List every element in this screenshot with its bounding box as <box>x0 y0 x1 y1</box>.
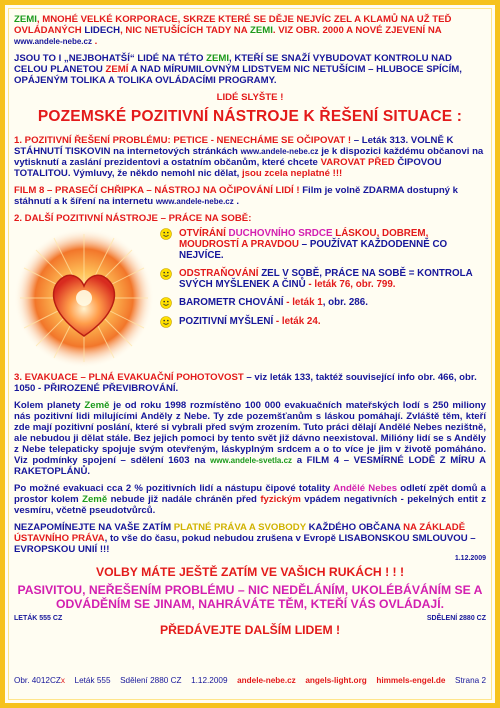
text-p2-1: JSOU TO I „NEJBOHATŠÍ“ LIDÉ NA TÉTO <box>14 53 207 64</box>
item1-varovat: VAROVAT PŘED <box>320 157 395 168</box>
kolem-1: Kolem planety <box>14 400 85 411</box>
link-andele-svetla[interactable]: www.andele-svetla.cz <box>210 456 293 465</box>
text-p2-zemi: ZEMI <box>206 53 229 64</box>
tool2-c: - leták 76, obr. 799. <box>305 279 396 290</box>
footer-bar <box>14 676 486 686</box>
tool1-c: LÁSKOU, DOBREM, MOUDROSTÍ A PRAVDOU <box>179 228 429 250</box>
film-title: FILM 8 – PRASEČÍ CHŘIPKA – NÁSTROJ NA OČIPOVÁNÍ LIDÍ ! <box>14 185 300 196</box>
mozne-3: nebude již nadále chráněn před <box>107 494 261 505</box>
film-paragraph <box>14 185 486 207</box>
smiley-icon <box>160 297 172 309</box>
date-note: 1.12.2009 <box>454 555 486 562</box>
text-intro-2: , NIC NETUŠÍCÍCH TADY NA <box>120 25 250 36</box>
kolem-2: je od roku 1998 rozmístěno 100 000 evakuačních mateřských lodí s 250 miliony nás pozitivní lidi milujícími Anděly z Nebe. Ty zde pozemšťanům s láskou pomáhají. Zvláště těm, kteří zde mají pozitivní poslání, které si vybrali před svým zrozením. Tuto práci dělají Andělé Nebes nezištně, ale nebudou ji dělat stále. Bez jejich pomoci by tento svět již dávno neexistoval. Milióny lidí se s Anděly z Nebe telepaticky spojuje svým otevřeným, láskyplným srdcem a o to více je jim v životě pomáháno. Viz podmínky spojení – sdělení 1603 na <box>14 400 486 466</box>
text-intro: , MNOHÉ VELKÉ KORPORACE, SKRZE KTERÉ SE DĚJE NEJVÍC ZEL A KLAMŮ NA UŽ TEĎ OVLÁDANÝCH <box>14 14 452 36</box>
smiley-icon <box>160 228 172 240</box>
link-andele-nebe-3[interactable]: www.andele-nebe.cz <box>155 197 234 206</box>
list-item <box>160 316 486 328</box>
item1-paragraph <box>14 135 486 179</box>
nezapominejte-paragraph <box>14 522 486 555</box>
item1-text-3: ČIPOVOU TOTALITOU. Výmluvy, že někdo nemohl nic dělat, <box>14 157 442 179</box>
evakuace-title: 3. EVAKUACE – PLNÁ EVAKUAČNÍ POHOTOVOST <box>14 372 244 383</box>
link-andele-nebe[interactable]: www.andele-nebe.cz <box>14 37 92 46</box>
text-p2-2: , KTEŘÍ SE SNAŽÍ VYBUDOVAT KONTROLU NAD CELOU PLANETOU <box>14 53 452 75</box>
text-intro-3: . VIZ OBR. 2000 A NOVÉ ZJEVENÍ NA <box>272 25 442 36</box>
nez-zakladu: NA ZÁKLADĚ ÚSTAVNÍHO PRÁVA <box>14 522 466 544</box>
item1-title: 1. POZITIVNÍ ŘEŠENÍ PROBLÉMU: PETICE - NENECHÁME SE OČIPOVAT ! <box>14 135 352 146</box>
text-zemi-2: ZEMI <box>249 25 273 36</box>
mozne-1: Po možné evakuaci cca 2 % pozitivních lidí a nástupu čipové totality <box>14 483 334 494</box>
mozne-paragraph <box>14 483 486 516</box>
list-item <box>160 228 486 261</box>
tool3-b: - leták 1 <box>283 297 323 308</box>
smiley-icon <box>160 268 172 280</box>
main-heading: POZEMSKÉ POZITIVNÍ NÁSTROJE K ŘEŠENÍ SITUACE : <box>37 108 463 125</box>
tool3-c: , obr. 286. <box>322 297 368 308</box>
intro-paragraph <box>14 14 486 47</box>
mozne-fyzickym: fyzickým <box>260 494 301 505</box>
text-p2-4: – HLUBOCE SPÍCÍM, OPÁJENÝM TOLIKA A TOLIKA OVLÁDACÍMI PROGRAMY. <box>14 64 462 86</box>
glowing-heart-image <box>14 228 154 368</box>
footer-strana: Strana 2 <box>455 676 486 685</box>
footer-obr: Obr. 4012CZx <box>14 676 65 685</box>
text-p2-zemi-2: ZEMÍ <box>105 64 129 75</box>
footer-site-2[interactable]: angels-light.org <box>305 676 367 685</box>
mozne-4: vpádem negativních - pekelných entit z vesmíru, včetně pseudotvůrců. <box>14 494 486 516</box>
evakuace-paragraph <box>14 372 486 394</box>
kolem-3: a FILM 4 – VESMÍRNÉ LODĚ Z MÍRU A RAKETOPLÁNŮ. <box>14 455 486 477</box>
nez-prava: PLATNÉ PRÁVA A SVOBODY <box>173 522 306 533</box>
footer-sdeleni: Sdělení 2880 CZ <box>120 676 182 685</box>
tool4-a: POZITIVNÍ MYŠLENÍ <box>179 316 274 327</box>
list-item <box>160 268 486 290</box>
item1-neplatne: jsou zcela neplatné !!! <box>241 168 343 179</box>
footer-site-3[interactable]: himmels-engel.de <box>376 676 446 685</box>
tool2-a: ODSTRAŇOVÁNÍ <box>179 268 259 279</box>
list-item <box>160 297 486 309</box>
footer-refs <box>14 614 486 623</box>
mozne-andele: Andělé Nebes <box>333 483 398 494</box>
letak-left: LETÁK 555 CZ <box>14 615 63 622</box>
text-p2-3: A NAD MÍRUMILOVNÝM LIDSTVEM NIC NETUŠÍCIM <box>128 64 366 75</box>
smiley-icon <box>160 316 172 328</box>
volby-line: VOLBY MÁTE JEŠTĚ ZATÍM VE VAŠICH RUKÁCH ! ! ! <box>95 565 405 579</box>
tool1-a: OTVÍRÁNÍ <box>179 228 229 239</box>
tool1-d: – POUŽÍVAT KAŽDODENNĚ CO NEJVÍCE. <box>179 239 448 261</box>
item1-text-2: je k dispozici každému občanovi na vytisknutí a zaslání prezidentovi a ostatním občanům, které chcete <box>14 146 484 168</box>
tool1-b: DUCHOVNÍHO SRDCE <box>228 228 333 239</box>
mozne-2: odletí zpět domů a prostor kolem <box>14 483 486 505</box>
kolem-zeme: Země <box>84 400 110 411</box>
footer-date: 1.12.2009 <box>191 676 228 685</box>
heart-section <box>14 228 486 368</box>
paragraph-2 <box>14 53 486 86</box>
tool4-b: - leták 24. <box>273 316 321 327</box>
footer-letak: Leták 555 <box>74 676 111 685</box>
text-lidech: LIDECH <box>84 25 121 36</box>
pasivitou-line: PASIVITOU, NEŘEŠENÍM PROBLÉMU – NIC NEDĚLÁNÍM, UKOLÉBÁVÁNÍM SE A ODVÁDĚNÍM SE JINAM, NAHRÁVÁTE TĚM, KTEŘÍ VÁS OVLÁDAJÍ. <box>17 583 483 611</box>
footer-site-1[interactable]: andele-nebe.cz <box>237 676 296 685</box>
film-text-2: . <box>233 196 240 207</box>
evakuace-text: – viz leták 133, taktéž související info obr. 466, obr. 1050 - PŘIROZENÉ PŘEVIBROVÁNÍ. <box>14 372 477 394</box>
tool3-a: BAROMETR CHOVÁNÍ <box>179 297 284 308</box>
predavejte-line: PŘEDÁVEJTE DALŠÍM LIDEM ! <box>159 623 341 637</box>
kolem-paragraph <box>14 400 486 477</box>
film-text: Film je volně ZDARMA dostupný k stáhnutí a k šíření na internetu <box>14 185 459 207</box>
nez-3: , to vše do času, pokud nebudou zrušena v Evropě LISABONSKOU SMLOUVOU – EVROPSKOU UNIÍ !!! <box>14 533 476 555</box>
tool-list <box>160 228 486 368</box>
item1-text: – Leták 313. VOLNĚ K STÁHNUTÍ TISKOVIN na internetových stránkách <box>14 135 454 157</box>
nez-1: NEZAPOMÍNEJTE NA VAŠE ZATÍM <box>14 522 174 533</box>
text-intro-4: . <box>91 36 98 47</box>
sdeleni-right: SDĚLENÍ 2880 CZ <box>426 615 486 622</box>
link-andele-nebe-2[interactable]: www.andele-nebe.cz <box>240 147 319 156</box>
text-zemi: ZEMI <box>14 14 37 25</box>
tool2-b: ZEL V SOBĚ, PRÁCE NA SOBĚ = KONTROLA SVÝCH MYŠLENEK A ČINŮ <box>179 268 473 290</box>
nez-2: KAŽDÉHO OBČANA <box>305 522 404 533</box>
mozne-zeme: Země <box>82 494 108 505</box>
lide-slyste: LIDÉ SLYŠTE ! <box>216 92 284 103</box>
item2-title: 2. DALŠÍ POZITIVNÍ NÁSTROJE – PRÁCE NA SOBĚ: <box>14 213 252 224</box>
